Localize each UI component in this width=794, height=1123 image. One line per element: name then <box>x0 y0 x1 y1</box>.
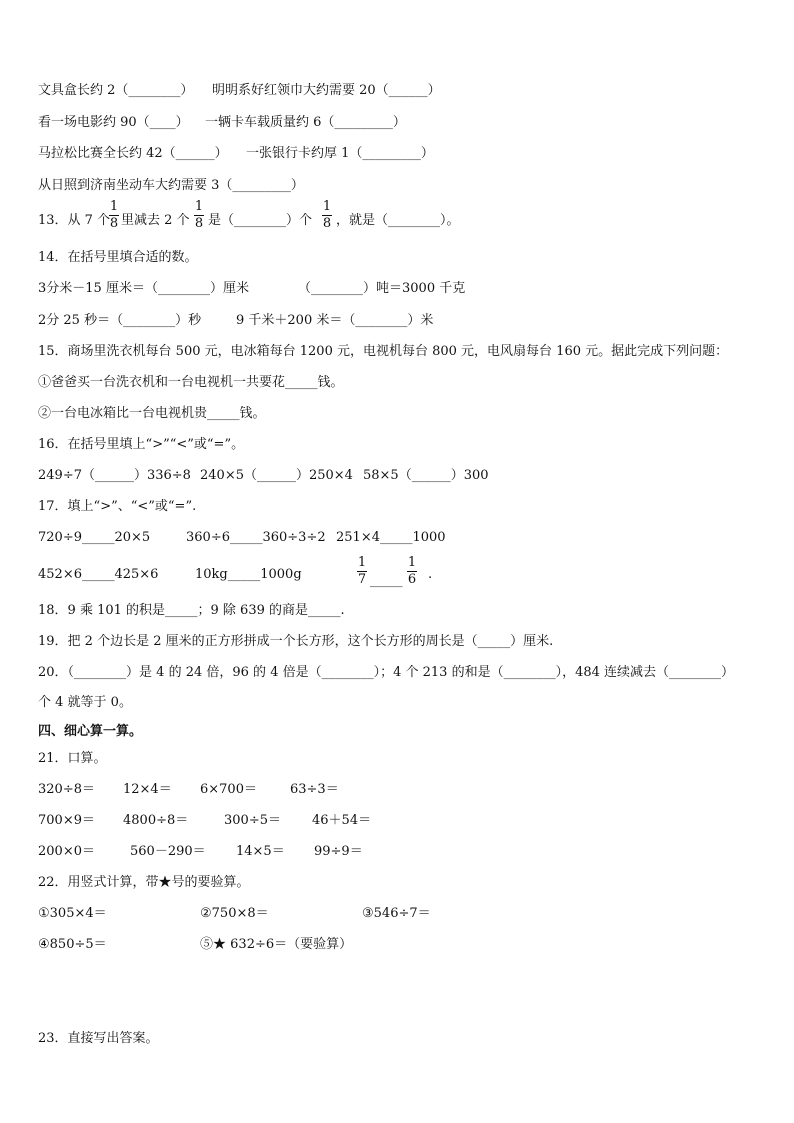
q22-item-2 <box>200 905 269 923</box>
q14-item-2: （________）吨＝3000 千克 <box>298 281 466 296</box>
q17-item-3: 251×4_____1000 <box>336 530 446 545</box>
q22-item-1 <box>38 905 107 923</box>
bank-card-thickness: 一张银行卡约厚 1（_________） <box>246 146 434 161</box>
denominator: 6 <box>407 572 417 587</box>
q14-item-4: 9 千米＋200 米＝（________）米 <box>236 313 434 328</box>
numerator: 1 <box>357 555 367 570</box>
fraction-1-8-c <box>322 200 332 231</box>
circled-number-4: ④ <box>38 937 50 952</box>
movie-time: 看一场电影约 90（____） <box>38 115 189 130</box>
q17-item-1: 720÷9_____20×5 <box>38 530 151 545</box>
q22-item-4 <box>38 936 107 954</box>
q14-title: 14．在括号里填合适的数。 <box>38 250 198 265</box>
q20-line-2: 个 4 就等于 0。 <box>38 695 132 710</box>
section-4-heading: 四、细心算一算。 <box>38 724 143 739</box>
q17-title: 17．填上“>”、“<”或“=”. <box>38 499 197 514</box>
fraction-1-7 <box>357 556 367 587</box>
q17-period: . <box>428 567 433 582</box>
circled-number-1: ① <box>38 906 50 921</box>
q22-item-3 <box>362 905 431 923</box>
q21-row-2-item-3: 300÷5＝ <box>224 813 281 828</box>
q17-item-4: 452×6_____425×6 <box>38 567 159 582</box>
line-1 <box>38 82 193 100</box>
q16-title: 16．在括号里填上“>”“<”或“=”。 <box>38 437 245 452</box>
q22-item-3-text: 546÷7＝ <box>373 906 431 921</box>
numerator: 1 <box>194 199 204 214</box>
q22-item-2-text: 750×8＝ <box>211 906 269 921</box>
q22-item-4-text: 850÷5＝ <box>49 937 107 952</box>
circled-number-3: ③ <box>362 906 374 921</box>
train-time: 从日照到济南坐动车大约需要 3（_________） <box>38 178 304 193</box>
q17-fraction-blank: _____ <box>370 573 403 588</box>
fraction-1-8-a <box>109 200 119 231</box>
denominator: 7 <box>357 572 367 587</box>
denominator: 8 <box>109 216 119 231</box>
red-scarf-time: 明明系好红领巾大约需要 20（______） <box>212 83 441 98</box>
truck-capacity: 一辆卡车载质量约 6（_________） <box>205 115 406 130</box>
numerator: 1 <box>322 199 332 214</box>
denominator: 8 <box>322 216 332 231</box>
q22-item-1-text: 305×4＝ <box>49 906 107 921</box>
q14-item-1: 3分米－15 厘米＝（________）厘米 <box>38 281 249 296</box>
q13-part-d: ，就是（________）。 <box>336 213 460 228</box>
q13-part-a: 13．从 7 个 <box>38 213 111 228</box>
q21-row-1-item-2: 12×4＝ <box>123 782 172 797</box>
q21-row-1-item-4: 63÷3＝ <box>290 782 339 797</box>
q21-row-2-item-2: 4800÷8＝ <box>123 813 189 828</box>
q22-item-5 <box>200 936 352 954</box>
fraction-1-6 <box>407 556 417 587</box>
q15-sub-2-text: 一台电冰箱比一台电视机贵_____钱。 <box>51 406 266 421</box>
numerator: 1 <box>109 199 119 214</box>
q15-sub-1-text: 爸爸买一台洗衣机和一台电视机一共要花_____钱。 <box>51 375 344 390</box>
q13-part-b: 里减去 2 个 <box>121 213 190 228</box>
q22-item-5-text: ★ 632÷6＝（要验算） <box>213 937 353 952</box>
q15-sub-2 <box>38 405 266 423</box>
q19: 19．把 2 个边长是 2 厘米的正方形拼成一个长方形，这个长方形的周长是（_____）厘米. <box>38 634 554 649</box>
fraction-1-8-b <box>194 200 204 231</box>
q21-row-1-item-1: 320÷8＝ <box>38 782 95 797</box>
q18: 18．9 乘 101 的积是_____；9 除 639 的商是_____. <box>38 603 345 618</box>
q13-part-c: 是（________）个 <box>208 213 313 228</box>
denominator: 8 <box>194 216 204 231</box>
q16-item-a: 249÷7（______）336÷8 <box>38 468 191 483</box>
q17-item-2: 360÷6_____360÷3÷2 <box>186 530 326 545</box>
circled-number-5: ⑤ <box>200 937 214 952</box>
q16-item-c: 58×5（______）300 <box>363 468 489 483</box>
marathon-length: 马拉松比赛全长约 42（______） <box>38 146 228 161</box>
q20-line-1: 20．（________）是 4 的 24 倍，96 的 4 倍是（________）；4 个 213 的和是（________），484 连续减去（________） <box>38 665 735 680</box>
q23-title: 23．直接写出答案。 <box>38 1031 159 1046</box>
q16-item-b: 240×5（______）250×4 <box>200 468 353 483</box>
circled-number-2: ② <box>200 906 212 921</box>
q21-row-3-item-3: 14×5＝ <box>236 844 285 859</box>
q21-row-2-item-4: 46＋54＝ <box>312 813 372 828</box>
q15-title: 15．商场里洗衣机每台 500 元，电冰箱每台 1200 元，电视机每台 800 元，电风扇每台 160 元。据此完成下列问题： <box>38 344 729 359</box>
numerator: 1 <box>407 555 417 570</box>
q21-row-1-item-3: 6×700＝ <box>200 782 257 797</box>
circled-number-1: ① <box>38 375 52 390</box>
pencil-box-length: 文具盒长约 2（________） <box>38 83 194 98</box>
q21-row-3-item-1: 200×0＝ <box>38 844 95 859</box>
q15-sub-1 <box>38 374 344 392</box>
circled-number-2: ② <box>38 406 52 421</box>
q14-item-3: 2分 25 秒＝（________）秒 <box>38 313 202 328</box>
q21-title: 21．口算。 <box>38 751 107 766</box>
q21-row-2-item-1: 700×9＝ <box>38 813 95 828</box>
q21-row-3-item-2: 560－290＝ <box>130 844 206 859</box>
q17-item-5: 10kg_____1000g <box>195 567 302 582</box>
q21-row-3-item-4: 99÷9＝ <box>314 844 363 859</box>
q22-title: 22．用竖式计算，带★号的要验算。 <box>38 875 250 890</box>
